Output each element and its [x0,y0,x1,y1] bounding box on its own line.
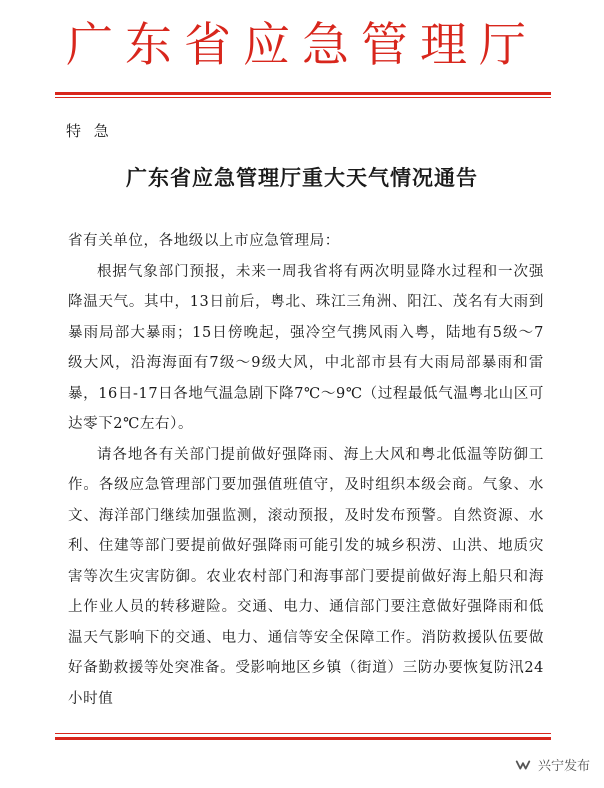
body-paragraph: 根据气象部门预报，未来一周我省将有两次明显降水过程和一次强降温天气。其中，13日前后，粤北、珠江三角洲、阳江、茂名有大雨到暴雨局部大暴雨；15日傍晚起，强冷空气携风雨入粤，陆地有5级～7级大风，沿海海面有7级～9级大风，中北部市县有大雨局部暴雨和雷暴，16日-17日各地气温急剧下降7℃～9℃（过程最低气温粤北山区可达零下2℃左右）。 [68,263,544,432]
letterhead-rule-thick [55,92,551,95]
salutation: 省有关单位，各地级以上市应急管理局： [68,233,340,249]
body-paragraph: 请各地各有关部门提前做好强降雨、海上大风和粤北低温等防御工作。各级应急管理部门要加强值班值守，及时组织本级会商。气象、水文、海洋部门继续加强监测，滚动预报，及时发布预警。自然资源、水利、住建等部门要提前做好强降雨可能引发的城乡积涝、山洪、地质灾害等次生灾害防御。农业农村部门和海事部门要提前做好海上船只和海上作业人员的转移避险。交通、电力、通信部门要注意做好强降雨和低温天气影响下的交通、电力、通信等安全保障工作。消防救援队伍要做好备勤救援等处突准备。受影响地区乡镇（街道）三防办要恢复防汛24小时值 [68,446,544,707]
watermark [514,755,590,774]
document-body [68,226,544,714]
wechat-channel-icon [514,756,532,774]
letterhead-rule-thin [55,97,551,98]
watermark-label: 兴宁发布 [537,759,590,774]
footer-rule-thin [55,733,551,734]
document-title: 广东省应急管理厅重大天气情况通告 [126,165,478,190]
urgency-label: 特 急 [66,122,113,140]
letterhead-org-name: 广东省应急管理厅 [66,18,538,73]
footer-rule-thick [55,737,551,740]
